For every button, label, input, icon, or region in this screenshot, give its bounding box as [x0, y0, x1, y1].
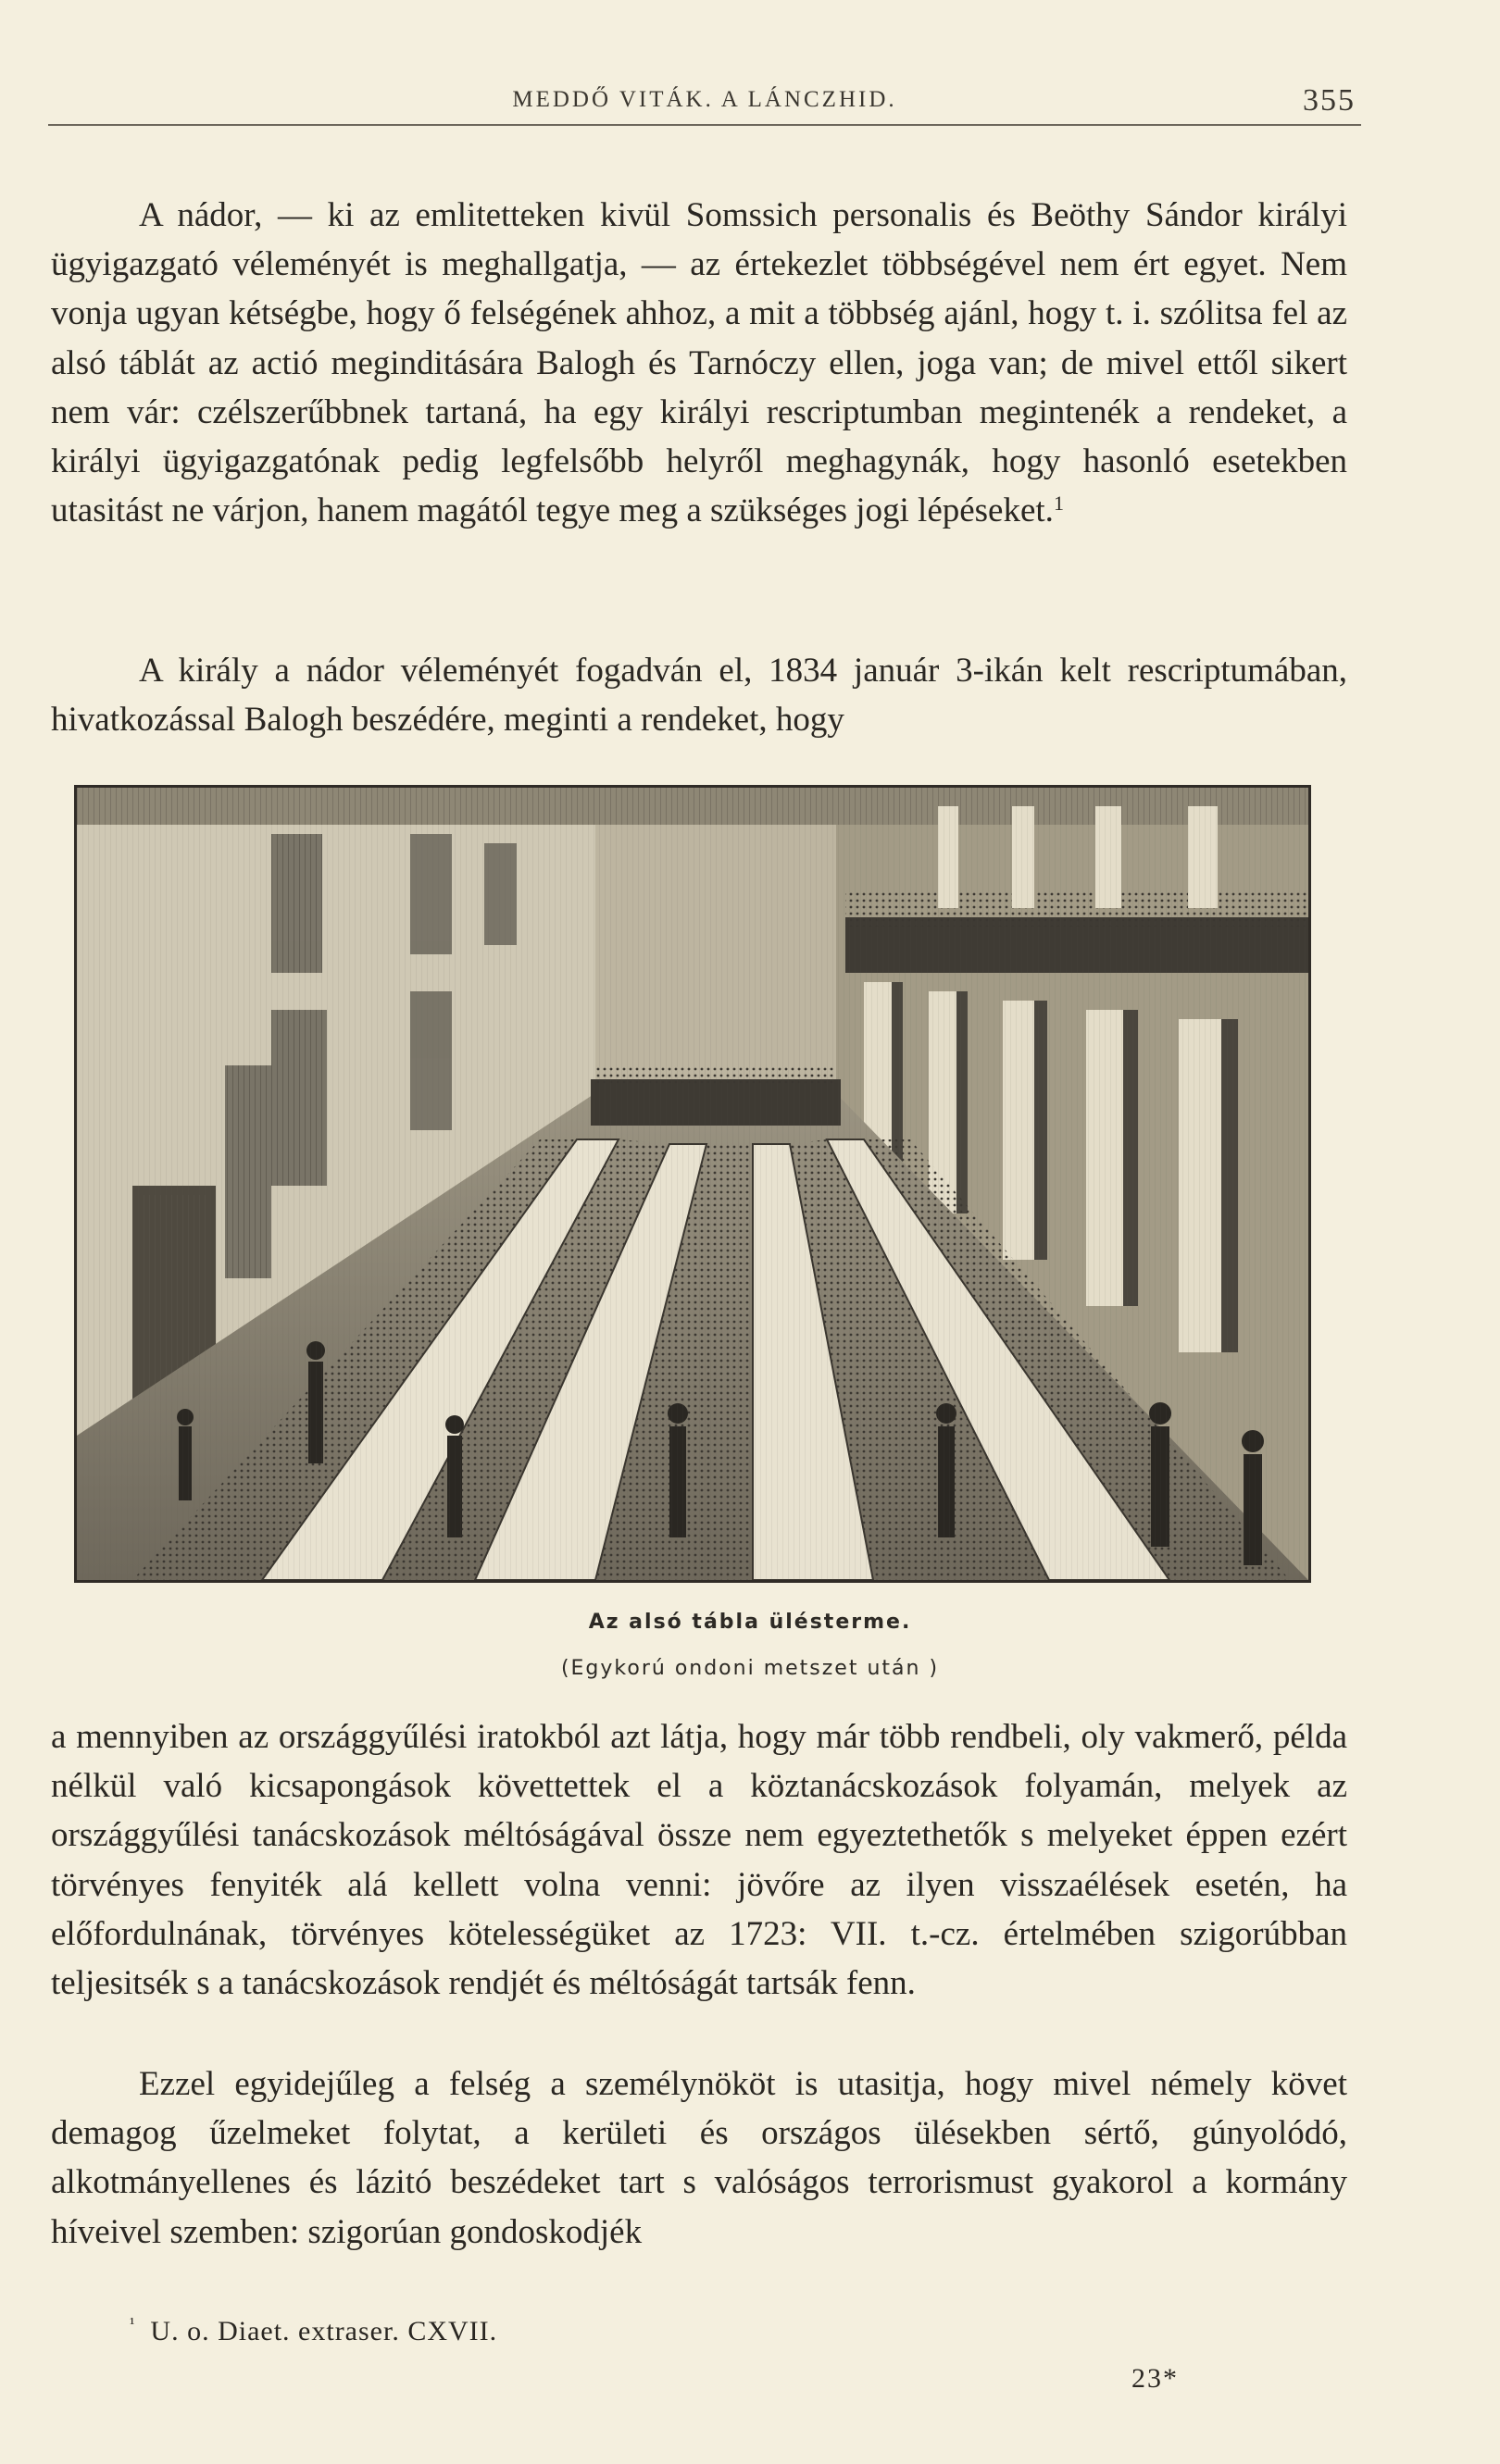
figure-credit: (Egykorú ondoni metszet után ) — [560, 1657, 940, 1680]
paragraph-1-text: A nádor, — ki az emlitetteken kivül Somssich personalis és Beöthy Sándor királyi ügyigazgató véleményét is meghallgatja, — az értekezlet többségével nem ért egyet. Nem vonja ugyan kétségbe, hogy ő felségének ahhoz, a mit a többség ajánl, hogy t. i. szólitsa fel az alsó táblát az actió meginditására Balogh és Tarnóczy ellen, joga van; de mivel ettől sikert nem vár: czélszerűbbnek tartaná, ha egy királyi rescriptumban megintenék a rendeket, a királyi ügyigazgatónak pedig legfelsőbb helyről meghagynák, hogy hasonló esetekben utasitást ne várjon, hanem magától tegye meg a szükséges jogi lépéseket. — [51, 196, 1347, 530]
figure-caption: Az alsó tábla ülésterme. — [588, 1611, 912, 1634]
footnote — [130, 2314, 497, 2347]
paragraph-3: a mennyiben az országgyűlési iratokból azt látja, hogy már több rendbeli, oly vakmerő, példa nélkül való kicsapongások követtettek el a köztanácskozások folyamán, melyek az országgyűlési tanácskozások méltóságával össze nem egyeztethetők s melyeket éppen ezért törvényes fenyiték alá kellett volna venni: jövőre az ilyen visszaélések esetén, ha előfordulnának, törvényes kötelességüket az 1723: VII. t.-cz. értelmében szigorúbban teljesitsék s a tanácskozások rendjét és méltóságát tartsák fenn. — [51, 1718, 1347, 2003]
engraving-illustration — [74, 785, 1311, 1583]
footnote-mark: ¹ — [130, 2314, 136, 2333]
running-header — [48, 83, 1361, 126]
paragraph-4: Ezzel egyidejűleg a felség a személynököt is utasitja, hogy mivel némely követ demagog űzelmeket folytat, a kerületi és országos ülésekben sértő, gúnyolódó, alkotmányellenes és lázitó beszédeket tart s valóságos terrorismust gyakorol a kormány híveivel szemben: szigorúan gondoskodjék — [51, 2065, 1347, 2251]
paragraph-1 — [51, 191, 1347, 535]
paragraph-2: A király a nádor véleményét fogadván el, 1834 január 3-ikán kelt rescriptumában, hivatkozással Balogh beszédére, meginti a rendeket, hogy — [51, 652, 1347, 740]
signature-mark: 23* — [1131, 2363, 1179, 2394]
page-number: 355 — [1303, 83, 1356, 118]
footnote-text: U. o. Diaet. extraser. CXVII. — [150, 2316, 498, 2346]
running-title: MEDDŐ VITÁK. A LÁNCZHID. — [512, 87, 897, 112]
engraving-image — [77, 788, 1308, 1580]
footnote-ref: 1 — [1053, 492, 1064, 516]
